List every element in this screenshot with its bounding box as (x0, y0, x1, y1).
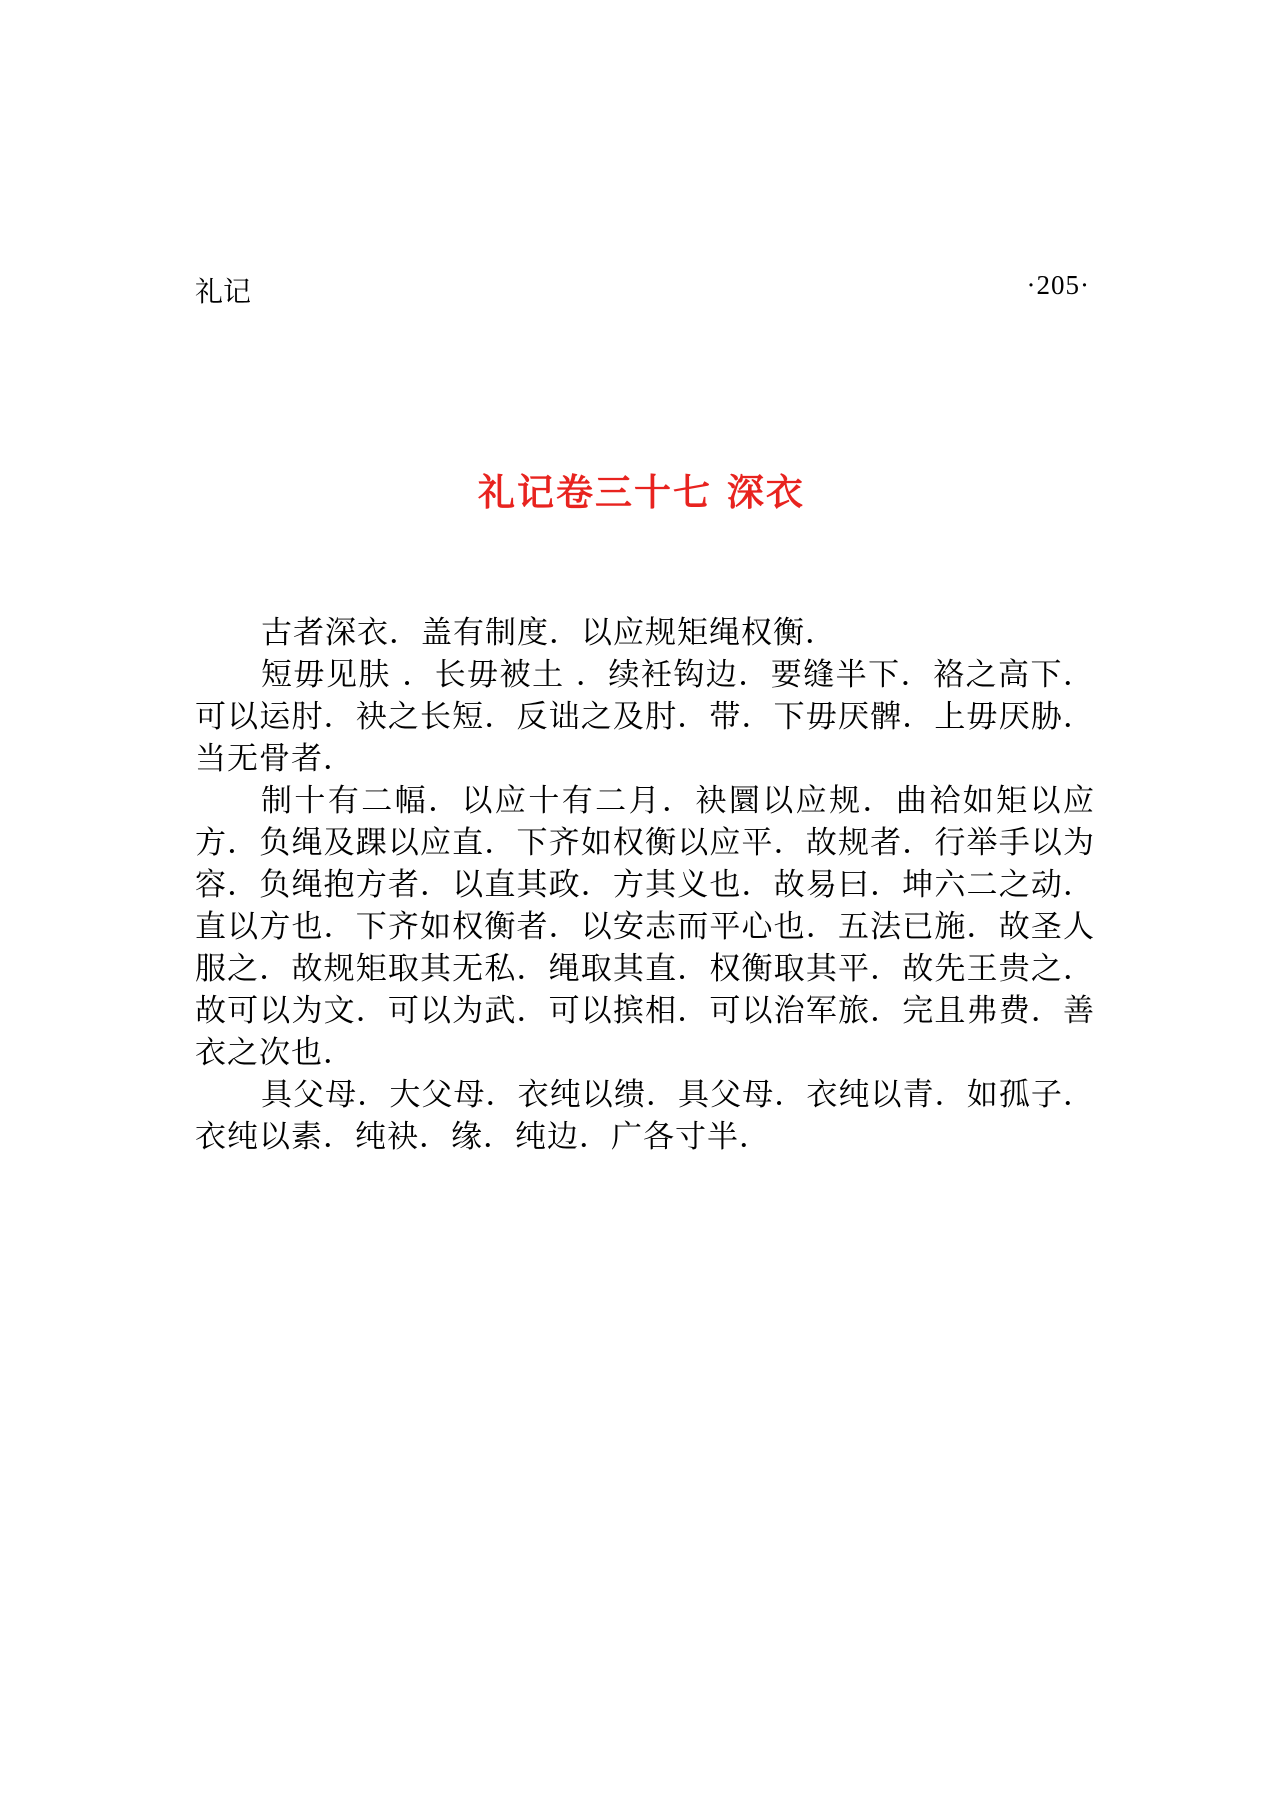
paragraph: 短毋见肤 ．长毋被土 ．续衽钩边．要缝半下．袼之高下．可以运肘．袂之长短．反诎之及肘．带．下毋厌髀．上毋厌胁．当无骨者． (195, 657, 1095, 777)
paragraph: 具父母．大父母．衣纯以缋．具父母．衣纯以青．如孤子．衣纯以素．纯袂．缘．纯边．广各寸半． (195, 1077, 1095, 1155)
page-number: ·205· (1026, 270, 1090, 300)
paragraph: 古者深衣．盖有制度．以应规矩绳权衡． (261, 615, 837, 651)
chapter-title: 礼记卷三十七 深衣 (478, 471, 805, 514)
paragraph: 制十有二幅．以应十有二月．袂圜以应规．曲袷如矩以应方．负绳及踝以应直．下齐如权衡以应平．故规者．行举手以为容．负绳抱方者．以直其政．方其义也．故易曰．坤六二之动．直以方也．下齐如权衡者．以安志而平心也．五法已施．故圣人服之．故规矩取其无私．绳取其直．权衡取其平．故先王贵之．故可以为文．可以为武．可以摈相．可以治军旅．完且弗费．善衣之次也． (195, 783, 1095, 1071)
body-text (195, 612, 1095, 1158)
running-title: 礼记 (195, 275, 252, 308)
running-header (195, 270, 1090, 310)
